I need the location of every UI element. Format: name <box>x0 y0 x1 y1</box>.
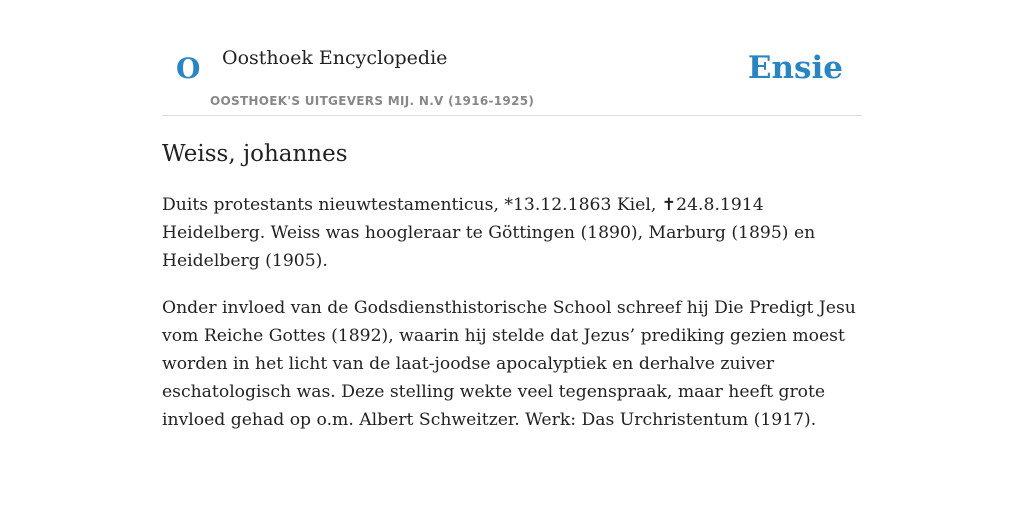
logo-icon[interactable]: O <box>176 52 201 85</box>
site-title-link[interactable]: Oosthoek Encyclopedie <box>222 47 448 69</box>
site-header <box>162 0 862 116</box>
publisher-subtitle: OOSTHOEK'S UITGEVERS MIJ. N.V (1916-1925) <box>210 94 535 108</box>
ensie-brand-link[interactable]: Ensie <box>747 50 843 86</box>
entry-title: Weiss, johannes <box>162 141 348 167</box>
entry-paragraph: Duits protestants nieuwtestamenticus, *13.12.1863 Kiel, ✝24.8.1914 Heidelberg. Weiss was hoogleraar te Göttingen (1890), Marburg (1895) en Heidelberg (1905). <box>162 195 816 271</box>
entry-body <box>162 191 862 453</box>
entry-paragraph: Onder invloed van de Godsdiensthistorische School schreef hij Die Predigt Jesu vom Reiche Gottes (1892), waarin hij stelde dat Jezus’ prediking gezien moest worden in het licht van de laat-joodse apocalyptiek en derhalve zuiver eschatologisch was. Deze stelling wekte veel tegenspraak, maar heeft grote invloed gehad op o.m. Albert Schweitzer. Werk: Das Urchristentum (1917). <box>162 298 856 430</box>
